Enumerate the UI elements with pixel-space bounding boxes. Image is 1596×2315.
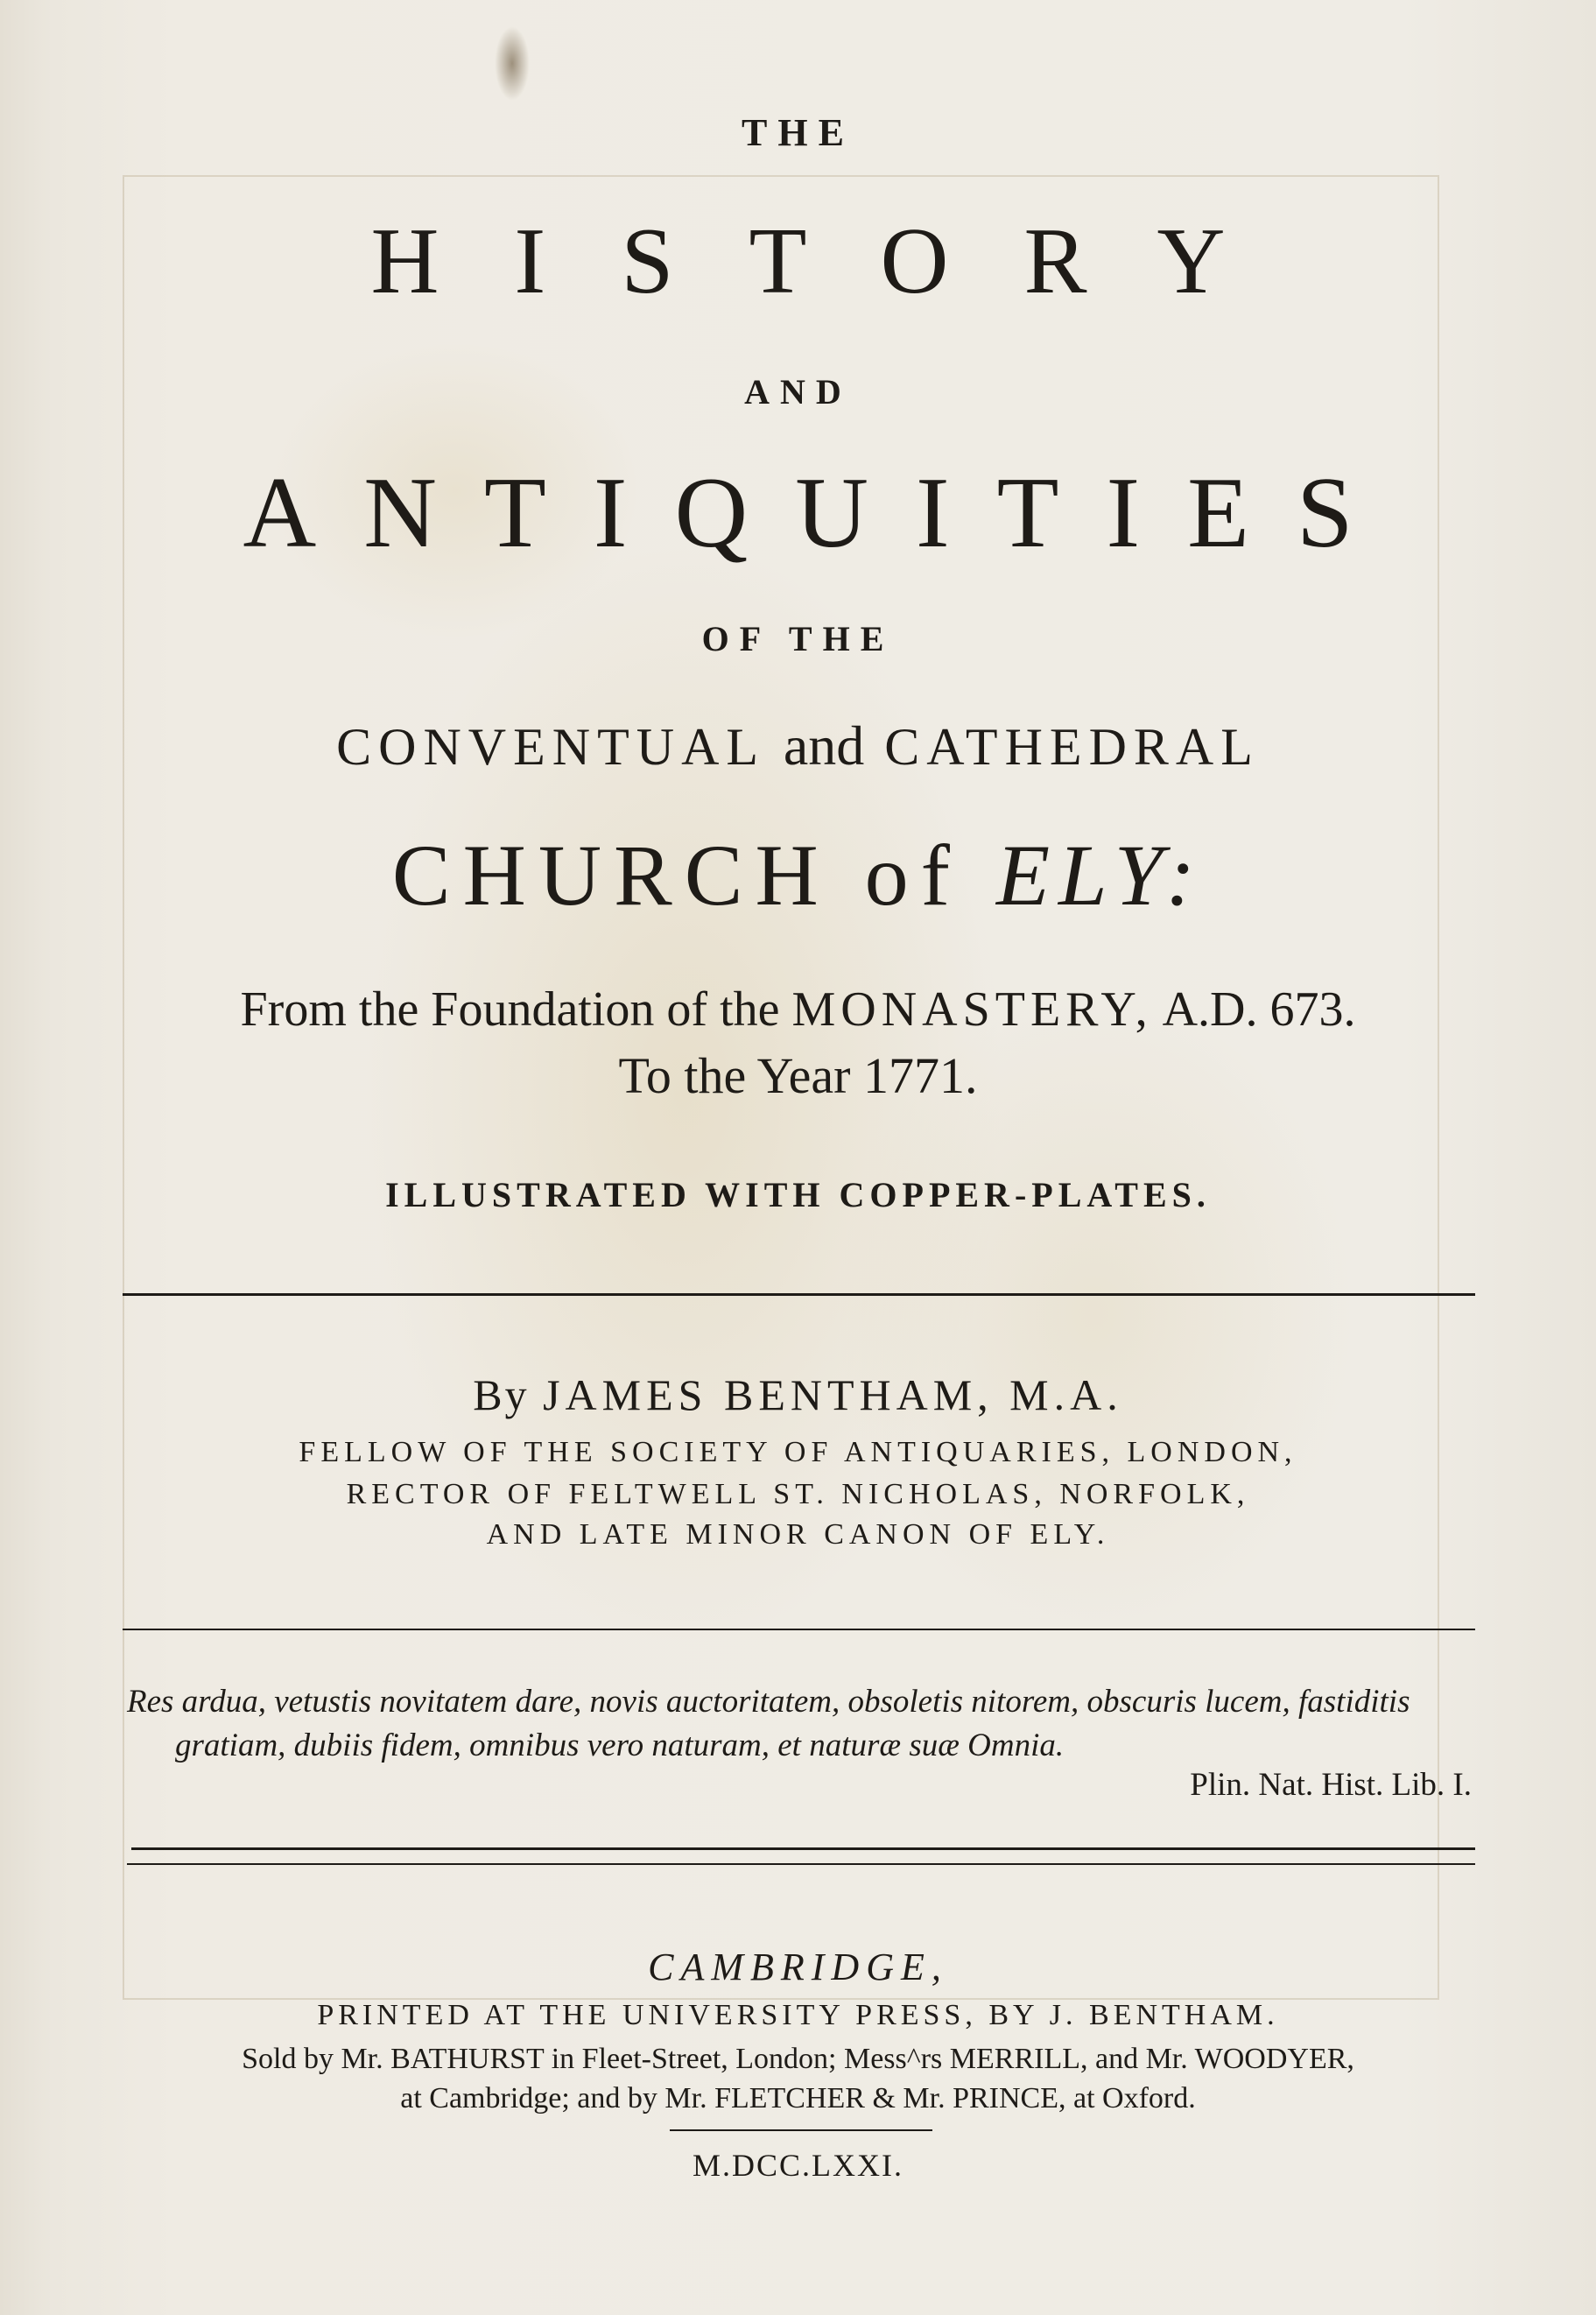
rule-date [670, 2129, 932, 2131]
imprint-printed: PRINTED AT THE UNIVERSITY PRESS, BY J. BENTHAM. [317, 1999, 1279, 2031]
title-conventual-line [0, 714, 1596, 777]
title-church-of: CHURCH of [391, 827, 962, 924]
rule-top [123, 1293, 1475, 1296]
imprint-at: at Cambridge; and by Mr. FLETCHER & Mr. PRINCE, at Oxford. [400, 2082, 1196, 2114]
subtitle-from: From the Foundation of the [240, 982, 780, 1037]
author-fellow: FELLOW OF THE SOCIETY OF ANTIQUARIES, LONDON, [299, 1436, 1297, 1468]
subtitle-ad: A.D. 673. [1162, 982, 1356, 1037]
title-and-lower: and [783, 714, 865, 777]
subtitle-monastery: MONASTERY, [791, 982, 1153, 1037]
title-cathedral: CATHEDRAL [884, 718, 1260, 776]
subtitle-illustrated: ILLUSTRATED WITH COPPER-PLATES. [385, 1175, 1211, 1214]
rule-double-lower [127, 1863, 1475, 1865]
ink-smudge [495, 26, 530, 101]
author-by: By [473, 1370, 530, 1419]
title-of-the: OF THE [701, 619, 895, 658]
title-the: THE [742, 111, 854, 154]
rule-middle [123, 1629, 1475, 1630]
author-minor-canon: AND LATE MINOR CANON OF ELY. [486, 1518, 1110, 1551]
title-history: HISTORY [370, 209, 1301, 313]
title-ely: ELY: [995, 827, 1205, 924]
imprint-city: CAMBRIDGE, [648, 1946, 948, 1988]
author-name: JAMES BENTHAM, M.A. [543, 1370, 1123, 1419]
author-rector: RECTOR OF FELTWELL ST. NICHOLAS, NORFOLK, [346, 1478, 1250, 1510]
title-church-line [0, 827, 1596, 924]
imprint-sold: Sold by Mr. BATHURST in Fleet-Street, London; Mess^rs MERRILL, and Mr. WOODYER, [242, 2043, 1354, 2075]
epigraph-source: Plin. Nat. Hist. Lib. I. [1190, 1767, 1472, 1803]
title-conventual: CONVENTUAL [336, 718, 763, 776]
imprint-date: M.DCC.LXXI. [692, 2148, 903, 2183]
subtitle-to-year: To the Year 1771. [618, 1047, 978, 1104]
subtitle-from-line [0, 982, 1596, 1037]
rule-double-upper [131, 1847, 1475, 1850]
epigraph-line-2: gratiam, dubiis fidem, omnibus vero naturam, et naturæ suæ Omnia. [175, 1727, 1065, 1763]
author-line [0, 1370, 1596, 1419]
epigraph-line-1: Res ardua, vetustis novitatem dare, novis auctoritatem, obsoletis nitorem, obscuris lucem, fastiditis [127, 1684, 1410, 1720]
title-antiquities: ANTIQUITIES [243, 457, 1401, 569]
title-and: AND [744, 372, 852, 412]
